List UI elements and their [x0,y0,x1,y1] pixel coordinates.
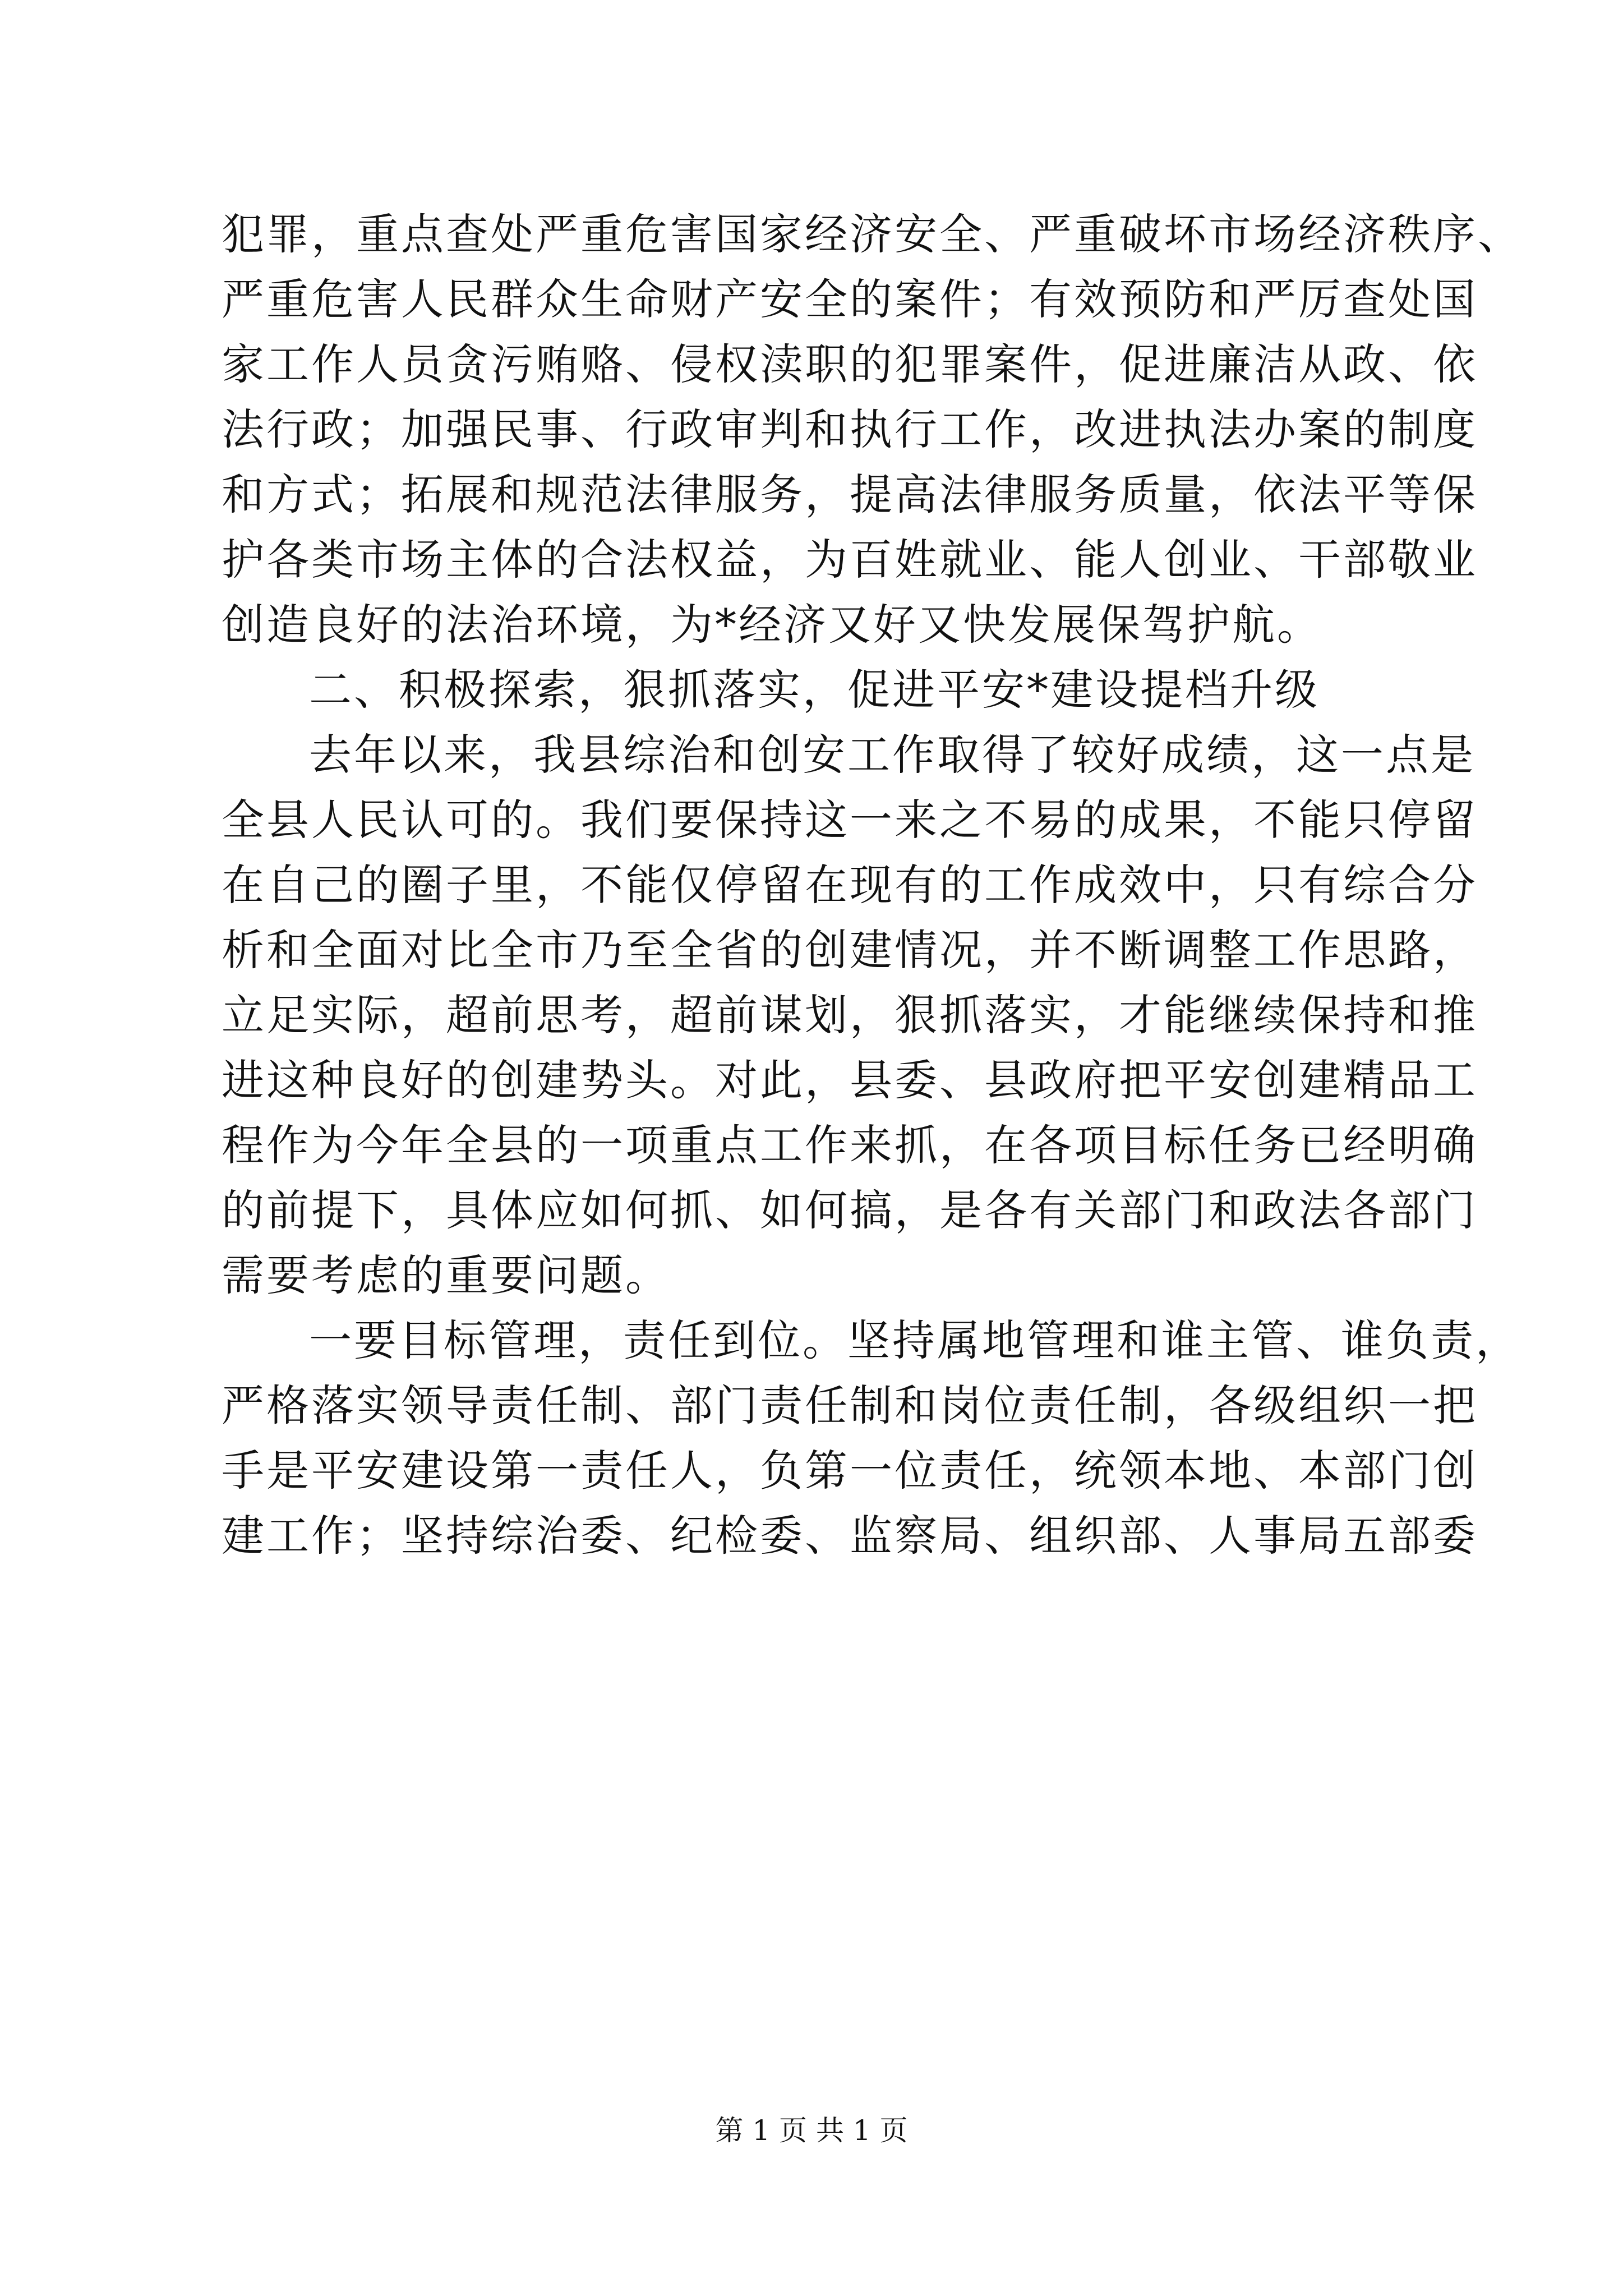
text-line: 一要目标管理，责任到位。坚持属地管理和谁主管、谁负责， [309,1315,1520,1365]
text-line: 家工作人员贪污贿赂、侵权渎职的犯罪案件，促进廉洁从政、依 [222,339,1478,389]
text-line: 建工作；坚持综治委、纪检委、监察局、组织部、人事局五部委 [222,1511,1478,1561]
text-line: 去年以来，我县综治和创安工作取得了较好成绩，这一点是 [309,730,1476,780]
section-heading: 二、积极探索，狠抓落实，促进平安*建设提档升级 [309,665,1320,715]
page-footer: 第 1 页 共 1 页 [715,2114,908,2147]
text-line: 和方式；拓展和规范法律服务，提高法律服务质量，依法平等保 [222,470,1478,519]
text-line: 析和全面对比全市乃至全省的创建情况，并不断调整工作思路， [222,925,1478,975]
text-line: 犯罪，重点查处严重危害国家经济安全、严重破坏市场经济秩序、 [222,209,1523,259]
text-line: 程作为今年全县的一项重点工作来抓，在各项目标任务已经明确 [222,1120,1478,1170]
text-line: 在自己的圈子里，不能仅停留在现有的工作成效中，只有综合分 [222,860,1478,910]
text-line: 严格落实领导责任制、部门责任制和岗位责任制，各级组织一把 [222,1381,1478,1430]
text-line: 创造良好的法治环境，为*经济又好又快发展保驾护航。 [222,600,1322,650]
document-body [222,202,1523,1568]
text-line: 手是平安建设第一责任人，负第一位责任，统领本地、本部门创 [222,1446,1478,1496]
text-line: 护各类市场主体的合法权益，为百姓就业、能人创业、干部敬业 [222,535,1478,585]
text-line: 进这种良好的创建势头。对此，县委、县政府把平安创建精品工 [222,1055,1478,1105]
text-line: 全县人民认可的。我们要保持这一来之不易的成果，不能只停留 [222,795,1478,845]
text-line: 需要考虑的重要问题。 [222,1250,670,1300]
text-line: 法行政；加强民事、行政审判和执行工作，改进执法办案的制度 [222,404,1478,454]
text-line: 的前提下，具体应如何抓、如何搞，是各有关部门和政法各部门 [222,1185,1478,1235]
text-line: 严重危害人民群众生命财产安全的案件；有效预防和严厉查处国 [222,274,1478,324]
text-line: 立足实际，超前思考，超前谋划，狠抓落实，才能继续保持和推 [222,990,1478,1040]
